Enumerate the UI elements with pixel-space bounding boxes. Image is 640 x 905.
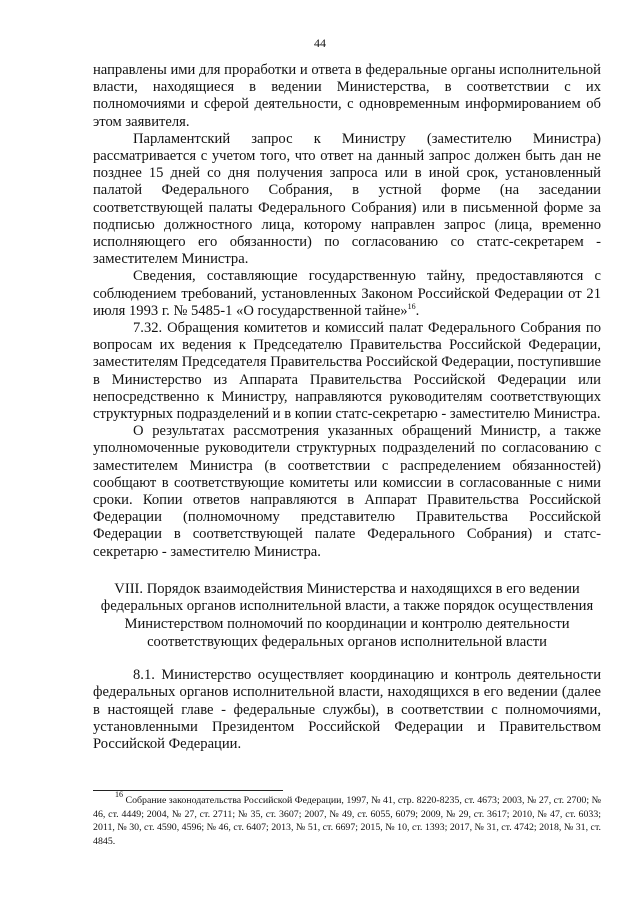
document-body <box>93 62 601 753</box>
paragraph: О результатах рассмотрения указанных обращений Министр, а также уполномоченные руководители структурных подразделений по согласованию с заместителем Министра (в соответствии с распределением обязанностей) сообщают в соответствующие комитеты или комиссии в согласованные с ними сроки. Копии ответов направляются в Аппарат Правительства Российской Федерации (полномочному представителю Правительства Российской Федерации в соответствующей палате Федерального Собрания) и статс-секретарю - заместителю Министра. <box>93 423 601 560</box>
paragraph <box>93 268 601 320</box>
footnote-text: Собрание законодательства Российской Федерации, 1997, № 41, стр. 8220-8235, ст. 4673; 2003, № 27, ст. 2700; № 46, ст. 4449; 2004, № 27, ст. 2711; № 35, ст. 3607; 2007, № 49, ст. 6055, 6079; 2009, № 29, ст. 3617; 2010, № 47, ст. 6033; 2011, № 30, ст. 4590, 4596; № 46, ст. 6407; 2013, № 51, ст. 6697; 2015, № 10, ст. 1393; 2017, № 31, ст. 4742; 2018, № 31, ст. 4845. <box>93 795 602 847</box>
footnote-reference: 16 <box>407 301 416 311</box>
paragraph: 7.32. Обращения комитетов и комиссий палат Федерального Собрания по вопросам их ведения к Председателю Правительства Российской Федерации, заместителям Председателя Правительства Российской Федерации, поступившие в Министерство из Аппарата Правительства Российской Федерации или непосредственно к Министру, направляются руководителям соответствующих структурных подразделений и в копии статс-секретарю - заместителю Министра. <box>93 320 601 423</box>
section-heading: VIII. Порядок взаимодействия Министерства и находящихся в его ведении федеральных органов исполнительной власти, а также порядок осуществления Министерством полномочий по координации и контролю деятельности соответствующих федеральных органов исполнительной власти <box>100 580 594 650</box>
page-number: 44 <box>314 36 326 50</box>
paragraph: Парламентский запрос к Министру (заместителю Министра) рассматривается с учетом того, что ответ на данный запрос должен быть дан не позднее 15 дней со дня получения запроса или в иной срок, установленный палатой Федерального Собрания, в устной форме (на заседании соответствующей палаты Федерального Собрания) или в письменной форме за подписью должностного лица, которому направлен запрос (лица, временно исполняющего его обязанности) по согласованию со статс-секретарем - заместителем Министра. <box>93 130 601 268</box>
footnote-number: 16 <box>115 790 123 799</box>
paragraph: 8.1. Министерство осуществляет координацию и контроль деятельности федеральных органов исполнительной власти, находящихся в его ведении (далее в настоящей главе - федеральные службы), в соответствии с полномочиями, установленными Президентом Российской Федерации и Правительством Российской Федерации. <box>93 667 601 753</box>
paragraph-text: Сведения, составляющие государственную тайну, предоставляются с соблюдением требований, установленных Законом Российской Федерации от 21 июля 1993 г. № 5485-1 «О государственной тайне» <box>93 268 601 319</box>
paragraph-tail: . <box>415 302 420 319</box>
footnote <box>93 790 602 848</box>
paragraph: направлены ими для проработки и ответа в федеральные органы исполнительной власти, находящиеся в ведении Министерства, в соответствии с их полномочиями и сферой деятельности, с одновременным информированием об этом заявителя. <box>93 62 601 130</box>
